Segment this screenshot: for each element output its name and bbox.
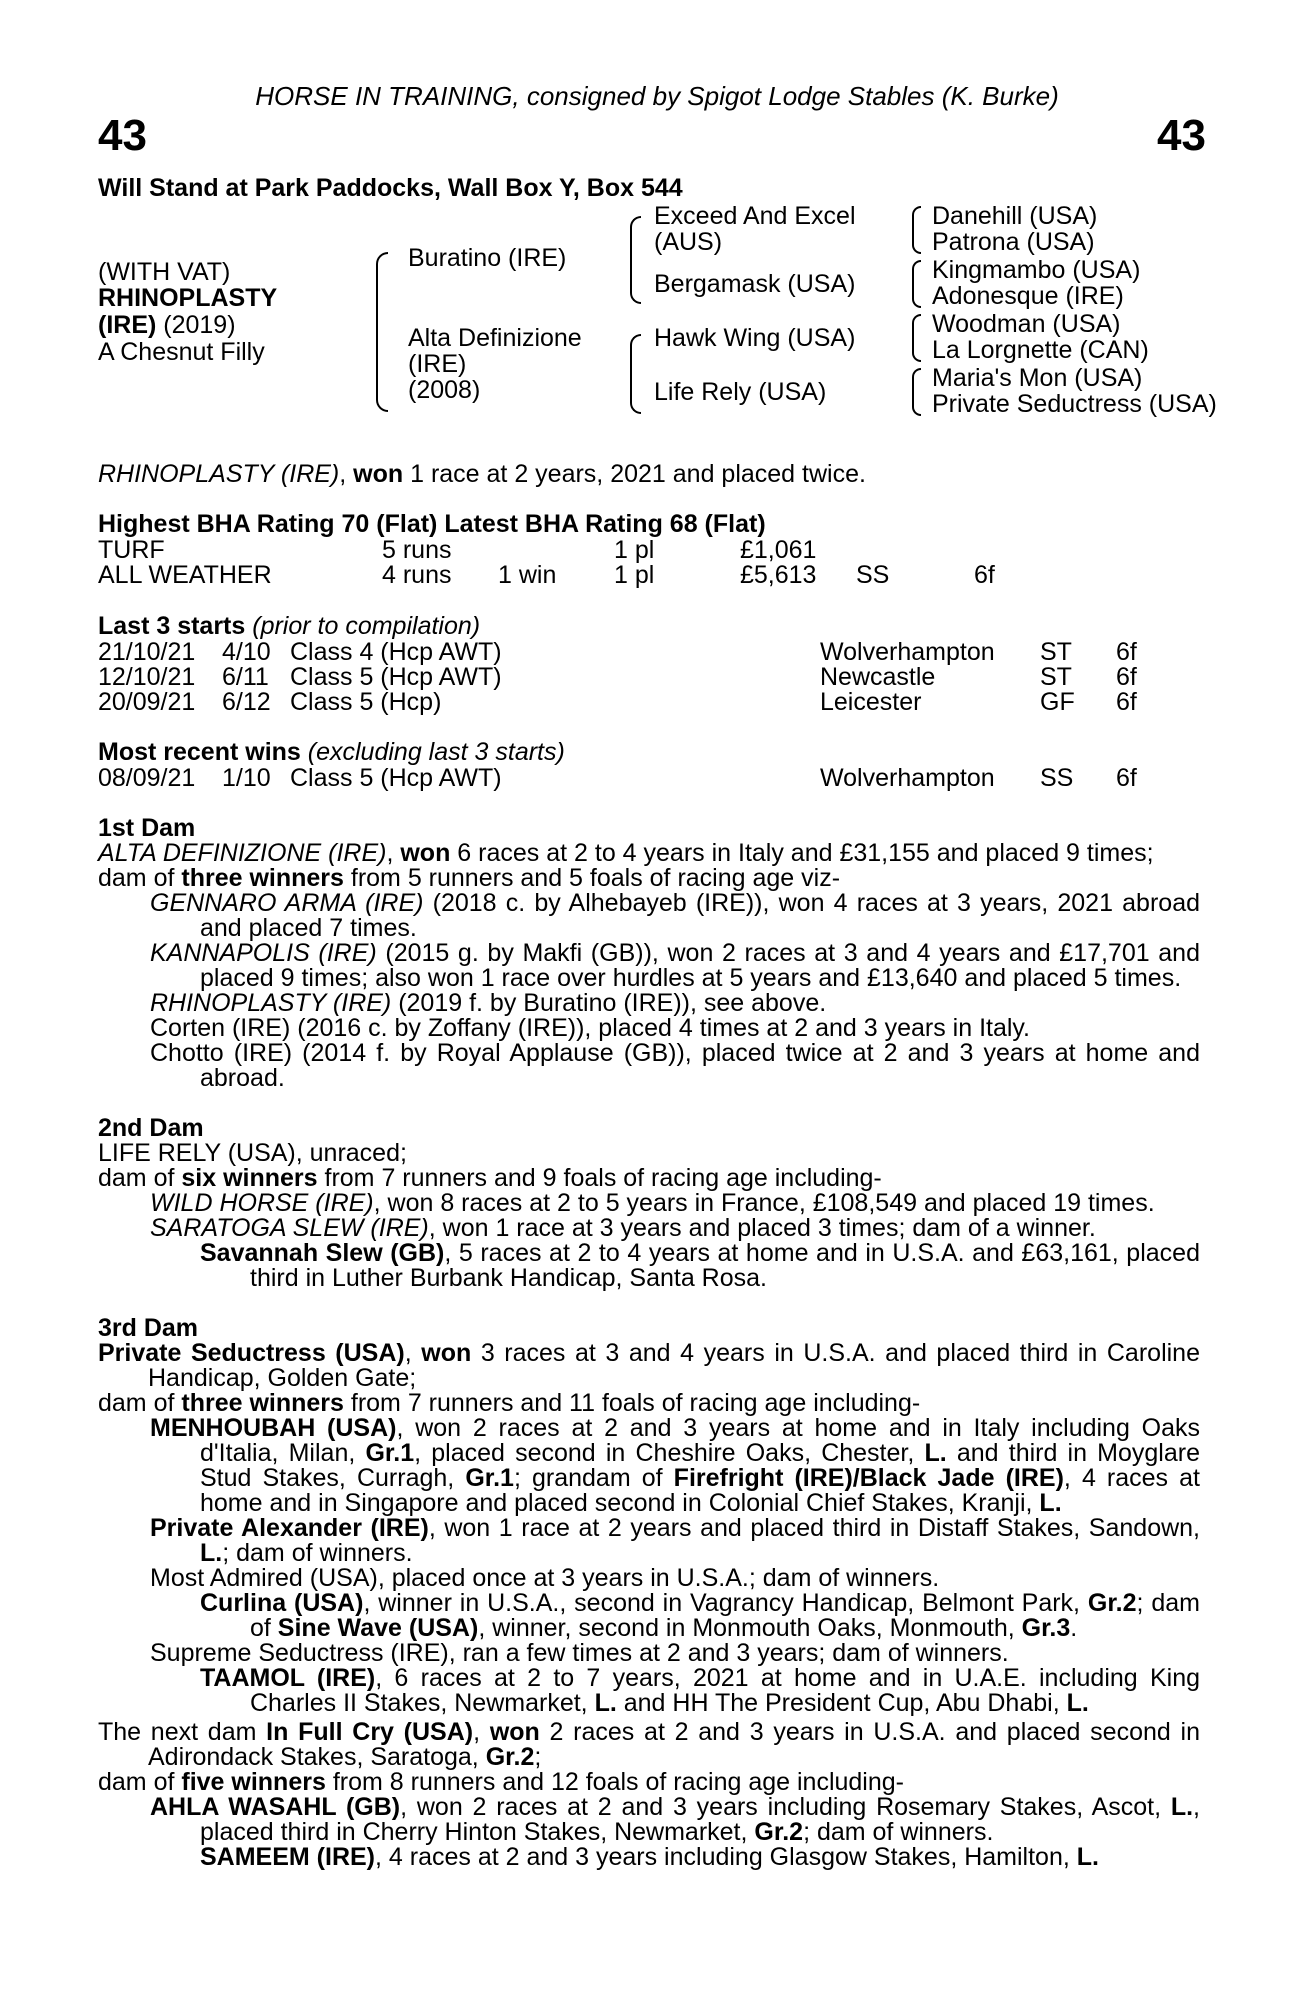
- race-summary: RHINOPLASTY (IRE), won 1 race at 2 years, 2021 and placed twice.: [98, 460, 866, 488]
- second-dam-heading: 2nd Dam: [98, 1114, 204, 1142]
- winners-count: five winners: [181, 1768, 326, 1796]
- grade-badge: Gr.2: [1087, 1589, 1137, 1617]
- ratings-wins: 1 win: [498, 561, 557, 589]
- summary-won: won: [353, 460, 404, 488]
- produce-text: , 5 races at 2 to 4 years at home and in U.S.A. and £63,161, placed third in Luther Burbank Handicap, Santa Rosa.: [250, 1239, 1200, 1292]
- produce-entry: [98, 1191, 1200, 1216]
- produce-entry: [98, 1216, 1200, 1241]
- produce-name: SAMEEM (IRE): [200, 1843, 375, 1871]
- last-starts-title: Last 3 starts: [98, 612, 246, 640]
- horse-name-suffix: [98, 313, 236, 338]
- start-position: 6/11: [222, 663, 269, 691]
- pedigree-dam-1: Alta Definizione: [408, 324, 582, 352]
- lot-number-right: 43: [1157, 111, 1206, 160]
- third-dam-name: Private Seductress (USA): [98, 1339, 405, 1367]
- ratings-runs: 4 runs: [382, 561, 452, 589]
- ratings-placed: 1 pl: [614, 536, 655, 564]
- start-position: 4/10: [222, 638, 271, 666]
- second-dam-section: [98, 1116, 1200, 1291]
- horse-name: RHINOPLASTY: [98, 284, 278, 312]
- listed-badge: L.: [200, 1539, 223, 1567]
- pedigree-ssd: Patrona (USA): [932, 228, 1095, 256]
- next-dam-won: won: [489, 1718, 540, 1746]
- ratings-surface: ALL WEATHER: [98, 561, 272, 589]
- pedigree-brace-gen1: [376, 252, 388, 412]
- produce-name: GENNARO ARMA (IRE): [150, 889, 424, 917]
- produce-entry: Chotto (IRE) (2014 f. by Royal Applause (GB)), placed twice at 2 and 3 years at home and abroad.: [150, 1039, 1200, 1092]
- winners-count: three winners: [181, 864, 344, 892]
- start-course: Newcastle: [820, 663, 936, 691]
- next-dam-produce: [98, 1770, 1200, 1795]
- pedigree-brace-3c: [912, 314, 921, 362]
- produce-text: , winner, second in Monmouth Oaks, Monmouth,: [478, 1614, 1022, 1642]
- next-dam-section: [98, 1720, 1200, 1870]
- produce-text: (2019 f. by Buratino (IRE)), see above.: [391, 989, 827, 1017]
- produce-name: Savannah Slew (GB): [200, 1239, 445, 1267]
- pedigree-dam-dam: Life Rely (USA): [654, 378, 827, 406]
- start-date: 20/09/21: [98, 688, 196, 716]
- last-starts-note: (prior to compilation): [245, 612, 481, 640]
- vat-note: (WITH VAT): [98, 258, 231, 286]
- first-dam-heading: 1st Dam: [98, 814, 196, 842]
- listed-badge: L.: [924, 1439, 947, 1467]
- produce-entry: [98, 1416, 1200, 1516]
- produce-text: , winner in U.S.A., second in Vagrancy Handicap, Belmont Park,: [363, 1589, 1088, 1617]
- pedigree-dam-3: (2008): [408, 376, 481, 404]
- produce-entry: [98, 1241, 1200, 1291]
- grade-badge: Gr.1: [465, 1464, 514, 1492]
- produce-name: WILD HORSE (IRE): [150, 1189, 374, 1217]
- second-dam-record: LIFE RELY (USA), unraced;: [98, 1139, 407, 1167]
- second-dam-produce: [98, 1166, 1200, 1191]
- win-course: Wolverhampton: [820, 764, 995, 792]
- produce-text: from 5 runners and 5 foals of racing age viz-: [343, 864, 841, 892]
- start-race: Class 5 (Hcp): [290, 688, 442, 716]
- start-distance: 6f: [1116, 638, 1137, 666]
- pedigree-sds: Kingmambo (USA): [932, 256, 1141, 284]
- third-dam-record: [98, 1341, 1200, 1391]
- produce-text: from 7 runners and 9 foals of racing age including-: [317, 1164, 882, 1192]
- start-course: Leicester: [820, 688, 922, 716]
- start-race: Class 5 (Hcp AWT): [290, 663, 502, 691]
- first-dam-record: ALTA DEFINIZIONE (IRE), won 6 races at 2 to 4 years in Italy and £31,155 and placed 9 times;: [98, 839, 1154, 867]
- listed-badge: L.: [1039, 1489, 1062, 1517]
- third-dam-text: 3 races at 3 and 4 years in U.S.A. and placed third in Caroline Handicap, Golden Gate;: [148, 1339, 1200, 1392]
- separator: ,: [473, 1718, 490, 1746]
- winners-count: three winners: [181, 1389, 344, 1417]
- produce-entry: Supreme Seductress (IRE), ran a few times at 2 and 3 years; dam of winners.: [150, 1639, 1009, 1667]
- pedigree-dam-2: (IRE): [408, 350, 467, 378]
- produce-entry: [98, 1795, 1200, 1845]
- next-dam-name: In Full Cry (USA): [266, 1718, 474, 1746]
- pedigree-sdd: Adonesque (IRE): [932, 282, 1124, 310]
- first-dam-produce: [98, 866, 1200, 891]
- start-date: 21/10/21: [98, 638, 196, 666]
- produce-name: Firefright (IRE)/Black Jade (IRE): [673, 1464, 1064, 1492]
- produce-name: TAAMOL (IRE): [200, 1664, 376, 1692]
- pedigree-dsd: La Lorgnette (CAN): [932, 336, 1149, 364]
- pedigree-sire-sire-1: Exceed And Excel: [654, 202, 856, 230]
- produce-text: , won 1 race at 2 years and placed third in Distaff Stakes, Sandown,: [428, 1514, 1200, 1542]
- ratings-distance: 6f: [974, 561, 995, 589]
- grade-badge: Gr.2: [754, 1818, 804, 1846]
- third-dam-section: [98, 1316, 1200, 1716]
- dam-of-label: dam of: [98, 1389, 182, 1417]
- ratings-going: SS: [856, 561, 890, 589]
- start-distance: 6f: [1116, 688, 1137, 716]
- produce-text: from 8 runners and 12 foals of racing age including-: [325, 1768, 904, 1796]
- start-date: 12/10/21: [98, 663, 196, 691]
- produce-text: and HH The President Cup, Abu Dhabi,: [616, 1689, 1067, 1717]
- start-race: Class 4 (Hcp AWT): [290, 638, 502, 666]
- listed-badge: L.: [1066, 1689, 1089, 1717]
- first-dam-name: ALTA DEFINIZIONE (IRE): [98, 839, 387, 867]
- produce-name: AHLA WASAHL (GB): [150, 1793, 401, 1821]
- pedigree-dss: Woodman (USA): [932, 310, 1121, 338]
- start-course: Wolverhampton: [820, 638, 995, 666]
- ratings-placed: 1 pl: [614, 561, 655, 589]
- pedigree-sss: Danehill (USA): [932, 202, 1098, 230]
- ratings-runs: 5 runs: [382, 536, 452, 564]
- pedigree-dds: Maria's Mon (USA): [932, 364, 1143, 392]
- listed-badge: L.: [1076, 1843, 1099, 1871]
- last-starts-heading: [98, 614, 480, 639]
- recent-wins-title: Most recent wins: [98, 738, 301, 766]
- produce-text: ; dam of winners.: [222, 1539, 413, 1567]
- stand-location: Will Stand at Park Paddocks, Wall Box Y, Box 544: [98, 174, 683, 202]
- dam-of-label: dam of: [98, 1768, 182, 1796]
- recent-wins-note: (excluding last 3 starts): [300, 738, 565, 766]
- produce-name: Curlina (USA): [200, 1589, 364, 1617]
- start-going: ST: [1040, 638, 1072, 666]
- grade-badge: Gr.2: [485, 1743, 535, 1771]
- pedigree-brace-3a: [912, 206, 921, 254]
- horse-country: (IRE): [98, 311, 157, 339]
- win-distance: 6f: [1116, 764, 1137, 792]
- produce-entry: [98, 941, 1200, 991]
- ratings-surface: TURF: [98, 536, 165, 564]
- ratings-prize: £1,061: [740, 536, 817, 564]
- produce-text: ; dam of winners.: [803, 1818, 994, 1846]
- grade-badge: Gr.3: [1021, 1614, 1071, 1642]
- separator: ;: [534, 1743, 542, 1771]
- lot-number-left: 43: [98, 111, 147, 160]
- produce-entry: [98, 991, 1200, 1016]
- summary-horse-name: RHINOPLASTY (IRE): [98, 460, 340, 488]
- produce-name: RHINOPLASTY (IRE): [150, 989, 392, 1017]
- separator: ,: [404, 1339, 422, 1367]
- produce-text: , 4 races at home and in Singapore and placed second in Colonial Chief Stakes, Kranji,: [200, 1464, 1200, 1517]
- win-position: 1/10: [222, 764, 271, 792]
- third-dam-won: won: [421, 1339, 472, 1367]
- dam-of-label: dam of: [98, 864, 182, 892]
- pedigree-ddd: Private Seductress (USA): [932, 390, 1217, 418]
- produce-text: ; grandam of: [513, 1464, 674, 1492]
- third-dam-produce: [98, 1391, 1200, 1416]
- pedigree-brace-3d: [912, 368, 921, 416]
- produce-entry: Most Admired (USA), placed once at 3 years in U.S.A.; dam of winners.: [150, 1564, 940, 1592]
- pedigree-sire: Buratino (IRE): [408, 244, 567, 272]
- produce-text: , won 2 races at 2 and 3 years including Rosemary Stakes, Ascot,: [400, 1793, 1171, 1821]
- produce-text: , placed third in Cherry Hinton Stakes, Newmarket,: [200, 1793, 1200, 1846]
- ratings-heading: Highest BHA Rating 70 (Flat) Latest BHA Rating 68 (Flat): [98, 510, 766, 538]
- start-going: GF: [1040, 688, 1075, 716]
- next-dam-text: 2 races at 2 and 3 years in U.S.A. and placed second in Adirondack Stakes, Saratoga,: [148, 1718, 1200, 1771]
- produce-entry: Curlina (USA), winner in U.S.A., second in Vagrancy Handicap, Belmont Park, Gr.2; dam of Sine Wave (USA), winner, second in Monmouth Oaks, Monmouth, Gr.3.: [200, 1589, 1200, 1642]
- produce-text: (2018 c. by Alhebayeb (IRE)), won 4 races at 3 years, 2021 abroad and placed 7 times.: [200, 889, 1200, 942]
- produce-name: Sine Wave (USA): [277, 1614, 479, 1642]
- produce-text: , won 2 races at 2 and 3 years at home and in Italy including Oaks d'Italia, Milan,: [200, 1414, 1200, 1467]
- produce-entry: [98, 891, 1200, 941]
- start-distance: 6f: [1116, 663, 1137, 691]
- first-dam-text: 6 races at 2 to 4 years in Italy and £31,155 and placed 9 times;: [450, 839, 1154, 867]
- produce-entry: Corten (IRE) (2016 c. by Zoffany (IRE)), placed 4 times at 2 and 3 years in Italy.: [150, 1014, 1031, 1042]
- produce-entry: [98, 1845, 1200, 1870]
- first-dam-won: won: [400, 839, 451, 867]
- ratings-prize: £5,613: [740, 561, 817, 589]
- produce-text: from 7 runners and 11 foals of racing age including-: [343, 1389, 921, 1417]
- start-going: ST: [1040, 663, 1072, 691]
- pedigree-brace-sire: [630, 216, 641, 304]
- produce-text: , 6 races at 2 to 7 years, 2021 at home and in U.A.E. including King Charles II Stakes, Newmarket,: [250, 1664, 1200, 1717]
- next-dam-record: [98, 1720, 1200, 1770]
- win-going: SS: [1040, 764, 1074, 792]
- pedigree-dam-sire: Hawk Wing (USA): [654, 324, 856, 352]
- summary-text: 1 race at 2 years, 2021 and placed twice.: [403, 460, 866, 488]
- produce-name: MENHOUBAH (USA): [150, 1414, 397, 1442]
- produce-text: , won 1 race at 3 years and placed 3 times; dam of a winner.: [428, 1214, 1096, 1242]
- produce-entry: [98, 1666, 1200, 1716]
- produce-name: KANNAPOLIS (IRE): [150, 939, 377, 967]
- produce-text: and third in Moyglare Stud Stakes, Curragh,: [200, 1439, 1200, 1492]
- listed-badge: L.: [594, 1689, 617, 1717]
- produce-name: SARATOGA SLEW (IRE): [150, 1214, 429, 1242]
- produce-text: , won 8 races at 2 to 5 years in France, £108,549 and placed 19 times.: [373, 1189, 1155, 1217]
- grade-badge: Gr.1: [365, 1439, 415, 1467]
- pedigree-sire-dam: Bergamask (USA): [654, 270, 856, 298]
- third-dam-heading: 3rd Dam: [98, 1314, 199, 1342]
- winners-count: six winners: [181, 1164, 318, 1192]
- next-dam-intro: The next dam: [98, 1718, 267, 1746]
- recent-wins-heading: [98, 740, 565, 765]
- produce-text: (2015 g. by Makfi (GB)), won 2 races at 3 and 4 years and £17,701 and placed 9 times; also won 1 race over hurdles at 5 years and £13,640 and placed 5 times.: [200, 939, 1200, 992]
- produce-text: ; dam of: [250, 1589, 1200, 1642]
- horse-year: (2019): [156, 311, 236, 339]
- horse-description: A Chesnut Filly: [98, 338, 265, 366]
- catalogue-header: HORSE IN TRAINING, consigned by Spigot Lodge Stables (K. Burke): [255, 81, 1059, 111]
- pedigree-brace-dam: [630, 334, 641, 414]
- produce-text: , 4 races at 2 and 3 years including Glasgow Stakes, Hamilton,: [375, 1843, 1077, 1871]
- start-position: 6/12: [222, 688, 271, 716]
- win-date: 08/09/21: [98, 764, 196, 792]
- listed-badge: L.: [1170, 1793, 1194, 1821]
- dam-of-label: dam of: [98, 1164, 182, 1192]
- pedigree-sire-sire-2: (AUS): [654, 228, 723, 256]
- produce-entry: [98, 1516, 1200, 1566]
- pedigree-brace-3b: [912, 260, 921, 308]
- win-race: Class 5 (Hcp AWT): [290, 764, 502, 792]
- produce-text: , placed second in Cheshire Oaks, Chester,: [414, 1439, 925, 1467]
- produce-name: Private Alexander (IRE): [150, 1514, 429, 1542]
- first-dam-section: [98, 816, 1200, 1091]
